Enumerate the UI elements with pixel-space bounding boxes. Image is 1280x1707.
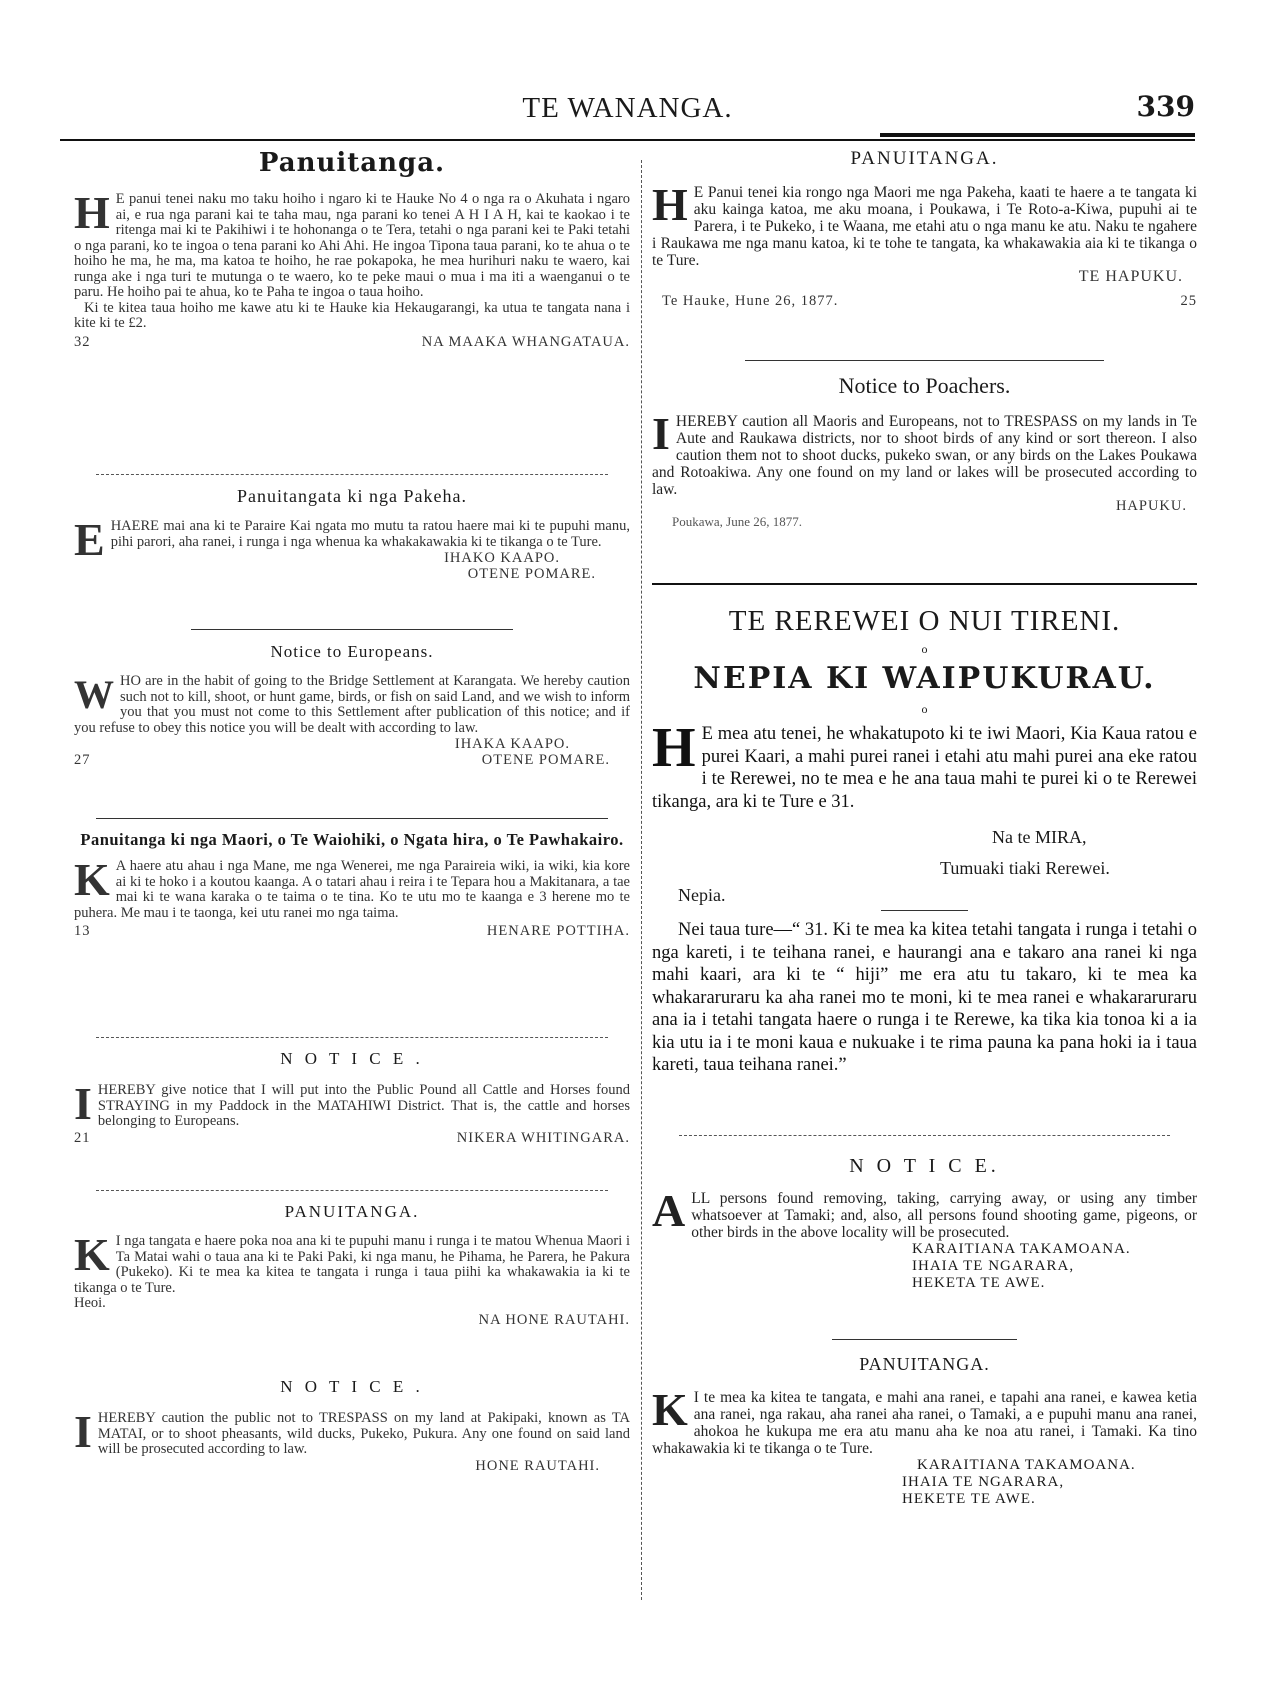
notice-panuitangata-pakeha bbox=[74, 486, 630, 621]
signature-3: HEKETE TE AWE. bbox=[902, 1491, 1036, 1507]
notice-footer bbox=[74, 923, 630, 940]
notice-body bbox=[74, 854, 630, 921]
railway-heading: TE REREWEI O NUI TIRENI. bbox=[728, 605, 1121, 637]
notice-panuitanga-tamatai bbox=[74, 1202, 630, 1377]
place: Nepia. bbox=[678, 885, 726, 905]
section-rule bbox=[96, 1190, 608, 1192]
notice-body-2: Heoi. bbox=[74, 1295, 106, 1311]
signature-2: Tumuaki tiaki Rerewei. bbox=[940, 858, 1110, 878]
notice-signature: NIKERA WHITINGARA. bbox=[456, 1129, 630, 1146]
notice-text: HEREBY caution all Maoris and Europeans, not to TRESPASS on my lands in Te Aute and Raukawa districts, nor to shoot birds of any kind or sort thereon. I also caution them not to shoot ducks, pukeko swan, or any birds on the Lakes Poukawa and Rotoakiwa. Any one found on my land or lakes will be prosecuted according to law. bbox=[652, 413, 1197, 498]
signature-1: Na te MIRA, bbox=[992, 827, 1087, 847]
drop-cap: K bbox=[74, 854, 110, 905]
notice-body bbox=[652, 1384, 1197, 1457]
notice-body bbox=[74, 187, 630, 301]
notice-text: I te mea ka kitea te tangata, e mahi ana ranei, e tapahi ana ranei, e kawea ketia ana ranei, nga rakau, aha ranei aha ranei, o Tamaki, a e pupuhi manu ana ranei, ahokoa he kukupa me era atu manu aha ke noa atu ranei, i Tamaki. Ka tino whakawakia ki te tikanga o te Ture. bbox=[652, 1389, 1197, 1457]
notice-text: E mea atu tenei, he whakatupoto ki te iwi Maori, Kia Kaua ratou e purei Kaari, a mahi purei ranei i etahi atu mahi purei ana eke ratou i te Rerewei, no te mea e he ana taua mahi te purei ki o te Rerewei tikanga, ara ki te Ture e 31. bbox=[652, 724, 1197, 812]
notice-body bbox=[652, 717, 1197, 813]
notice-panuitanga-tamaki bbox=[652, 1354, 1197, 1554]
newspaper-title: TE WANANGA. bbox=[522, 92, 733, 124]
header-rule bbox=[60, 139, 1195, 141]
page-header bbox=[60, 88, 1195, 128]
law-text: Nei taua ture—“ 31. Ki te mea ka kitea tetahi tangata i runga i tetahi o nga kareti, i te teihana ranei, e haurangi ana e takaro ana ranei ki nga mahi kaari, ara ki te “ hiji” me era atu tu takaro, ki te mea ka whakararuraru ka aha ranei mo te moni, ki te mea ranei e whakararuraru ana ia i tetahi tangata haere o runga i te Rerewe, ka tika kia tonoa ki a ia kia utu ia i te moni kaua e nukuake i te rima pauna ka pana hoki ia i taua kareti, taua teihana ranei.” bbox=[652, 920, 1197, 1075]
section-rule bbox=[881, 910, 968, 911]
drop-cap: E bbox=[74, 514, 105, 565]
notice-number: 32 bbox=[74, 333, 91, 350]
drop-cap: K bbox=[652, 1384, 688, 1435]
notice-signature: NA MAAKA WHANGATAUA. bbox=[421, 333, 630, 350]
notice-footer bbox=[74, 1130, 630, 1147]
section-heading: Notice to Europeans. bbox=[270, 642, 434, 661]
notice-text: A haere atu ahau i nga Mane, me nga Wenerei, me nga Paraireia wiki, ia wiki, kia kore ai ki te hoko i a koutou kaanga. A o tatari ahau i reira i te Tepara hou a Makitanara, a tae mai ki te wana karaka o te taima o te tina. Ko te utu mo te kaanga e 3 herene mo te puhera. Me mau i te taonga, kei utu ranei mo nga taima. bbox=[74, 858, 630, 921]
notice-to-poachers bbox=[652, 373, 1197, 583]
drop-cap: H bbox=[652, 717, 696, 779]
notice-text: LL persons found removing, taking, carrying away, or using any timber whatsoever at Tamaki; and, also, all persons found shooting game, pigeons, or other birds in the above locality will be prosecuted. bbox=[691, 1190, 1197, 1241]
notice-text: E panui tenei naku mo taku hoiho i ngaro ki te Hauke No 4 o nga ra o Akuhata i ngaro ai, e rua nga parani kai te taha mau, nga parani ko tenei A H I A H, kai te kaokao i te ritenga mai ki te Pakihiwi i te hohonanga o te Tera, tetahi o nga parani kei te Paki tetahi o nga parani, ko te ingoa o tena parani ko Ahi Ahi. He ingoa Tipona taua parani, ko te ahua o te hoiho he ma, he ma, ma katoa te hoiho, he rae pokapoka, he mea hurihuri naku te waero, kai runga ake i nga turi te mutunga o te waero, ko te peke maui o mua i ma iti a waenganui o te paru. He hoiho pai te ahua, ko te Paha te ingoa o taua hoiho. bbox=[74, 191, 630, 300]
notice-panuitanga-hapuku bbox=[652, 148, 1197, 360]
notice-panuitanga-horse bbox=[74, 148, 630, 470]
notice-body bbox=[74, 1078, 630, 1130]
notice-body-2: Ki te kitea taua hoiho me kawe atu ki te Hauke kia Hekaugarangi, ka utua te tangata nana i kite ki te £2. bbox=[74, 299, 630, 331]
section-heading: Panuitanga ki nga Maori, o Te Waiohiki, o Ngata hira, o Te Pawhakairo. bbox=[80, 830, 624, 849]
right-column bbox=[652, 148, 1197, 1554]
notice-tamaki bbox=[652, 1155, 1197, 1333]
page-number: 339 bbox=[1136, 90, 1195, 123]
section-rule-thick bbox=[652, 583, 1197, 585]
notice-number: 13 bbox=[74, 923, 91, 939]
column-divider bbox=[641, 160, 643, 1600]
ornament: o bbox=[921, 642, 928, 656]
drop-cap: W bbox=[74, 672, 114, 717]
drop-cap: K bbox=[74, 1229, 110, 1280]
signature-2: OTENE POMARE. bbox=[481, 752, 610, 768]
section-rule bbox=[96, 474, 608, 476]
notice-text: HO are in the habit of going to the Bridge Settlement at Karangata. We hereby caution such not to kill, shoot, or hunt game, birds, or fish on said Land, and we wish to inform you that you must not come to this Settlement after publication of this notice; and if you refuse to obey this notice you will be dealt with according to law. bbox=[74, 673, 630, 736]
notice-body bbox=[652, 408, 1197, 498]
notice-text: HEREBY caution the public not to TRESPASS on my land at Pakipaki, known as TA MATAI, or to shoot pheasants, wild ducks, Pukeko, Pukura. Any one found on said land will be prosecuted according to law. bbox=[97, 1410, 630, 1457]
notice-body bbox=[74, 674, 630, 736]
section-rule bbox=[679, 1135, 1170, 1137]
notice-number: 27 bbox=[74, 752, 91, 768]
section-heading: Panuitanga. bbox=[258, 148, 446, 178]
section-rule bbox=[96, 1037, 608, 1039]
section-heading: N O T I C E. bbox=[849, 1155, 1000, 1177]
notice-text: I nga tangata e haere poka noa ana ki te pupuhi manu i runga i te matou Whenua Maori i Ta Matai wahi o taua ana ki te Paki Paki, ki nga manu, he Pihama, he Parera, he Pakura (Pukeko). Ki te mea ka kitea te tangata i runga i taua piihi ka whakawakia ia ki te tikanga o te Ture. bbox=[74, 1233, 630, 1296]
notice-footer bbox=[652, 293, 1197, 310]
notice-rerewei bbox=[652, 605, 1197, 1125]
drop-cap: I bbox=[652, 408, 670, 459]
signature-1: IHAKO KAAPO. bbox=[444, 550, 560, 566]
notice-body bbox=[652, 1185, 1197, 1241]
ornament: o bbox=[921, 702, 928, 716]
section-heading: PANUITANGA. bbox=[850, 148, 999, 169]
section-rule bbox=[745, 360, 1105, 361]
notice-date: Poukawa, June 26, 1877. bbox=[672, 514, 802, 529]
notice-text: HAERE mai ana ki te Paraire Kai ngata mo mutu ta ratou haere mai ki te pupuhi manu, pihi parori, aha ranei, i runga i nga whenua ka whakakawakia ki te tikanga o te Ture. bbox=[110, 518, 630, 550]
notice-body bbox=[74, 1229, 630, 1296]
notice-number: 25 bbox=[1180, 293, 1197, 309]
drop-cap: H bbox=[652, 179, 688, 230]
section-heading: PANUITANGA. bbox=[284, 1202, 420, 1221]
notice-maori-waiohiki bbox=[74, 831, 630, 1031]
railway-subheading: NEPIA KI WAIPUKURAU. bbox=[693, 661, 1156, 696]
section-rule bbox=[191, 629, 513, 630]
section-heading: Notice to Poachers. bbox=[838, 373, 1011, 398]
signature-1: IHAKA KAAPO. bbox=[454, 736, 570, 752]
drop-cap: H bbox=[74, 187, 110, 238]
drop-cap: I bbox=[74, 1078, 92, 1129]
section-heading: Panuitangata ki nga Pakeha. bbox=[237, 486, 467, 506]
notice-text: HEREBY give notice that I will put into the Public Pound all Cattle and Horses found STRAYING in my Paddock in the MATAHIWI District. That is, the cattle and horses belonging to Europeans. bbox=[97, 1082, 630, 1129]
header-rule-thick bbox=[880, 133, 1195, 137]
section-heading: PANUITANGA. bbox=[859, 1354, 990, 1374]
notice-text: E Panui tenei kia rongo nga Maori me nga Pakeha, kaati te haere a te tangata ki aku kainga katoa, me aku moana, i Poukawa, i Te Roto-a-Kiwa, pupuhi ai te Parera, i te Pukeko, i te Waana, me etahi atu o nga manu ke atu. Naku te ngahere i Raukawa me nga manu katoa, ki te tohe te tangata, ka whakawakia aia ki te tikanga o te Ture. bbox=[652, 184, 1197, 269]
section-heading: N O T I C E . bbox=[280, 1049, 424, 1068]
notice-signature: TE HAPUKU. bbox=[1078, 268, 1183, 285]
left-column bbox=[74, 148, 630, 1517]
notice-signature: HENARE POTTIHA. bbox=[486, 923, 630, 939]
notice-body bbox=[652, 179, 1197, 269]
signature-1: KARAITIANA TAKAMOANA. bbox=[917, 1457, 1136, 1473]
drop-cap: I bbox=[74, 1406, 92, 1457]
notice-to-europeans bbox=[74, 642, 630, 812]
drop-cap: A bbox=[652, 1185, 686, 1236]
notice-signature: HONE RAUTAHI. bbox=[475, 1457, 600, 1474]
section-rule bbox=[832, 1339, 1017, 1340]
section-heading: N O T I C E . bbox=[280, 1377, 424, 1396]
signature-3: HEKETA TE AWE. bbox=[912, 1275, 1046, 1291]
notice-body bbox=[74, 1406, 630, 1458]
notice-signature: NA HONE RAUTAHI. bbox=[478, 1311, 630, 1328]
section-rule bbox=[96, 818, 608, 819]
notice-date: Te Hauke, Hune 26, 1877. bbox=[662, 293, 839, 309]
notice-signature: HAPUKU. bbox=[1115, 498, 1187, 514]
notice-trespass-pakipaki bbox=[74, 1377, 630, 1517]
notice-pound bbox=[74, 1049, 630, 1184]
notice-number: 21 bbox=[74, 1129, 91, 1146]
signature-2: IHAIA TE NGARARA, bbox=[902, 1474, 1065, 1490]
notice-footer bbox=[74, 752, 630, 769]
signature-1: KARAITIANA TAKAMOANA. bbox=[912, 1241, 1131, 1257]
signature-2: OTENE POMARE. bbox=[467, 566, 596, 582]
notice-footer bbox=[74, 334, 630, 351]
signature-2: IHAIA TE NGARARA, bbox=[912, 1258, 1075, 1274]
